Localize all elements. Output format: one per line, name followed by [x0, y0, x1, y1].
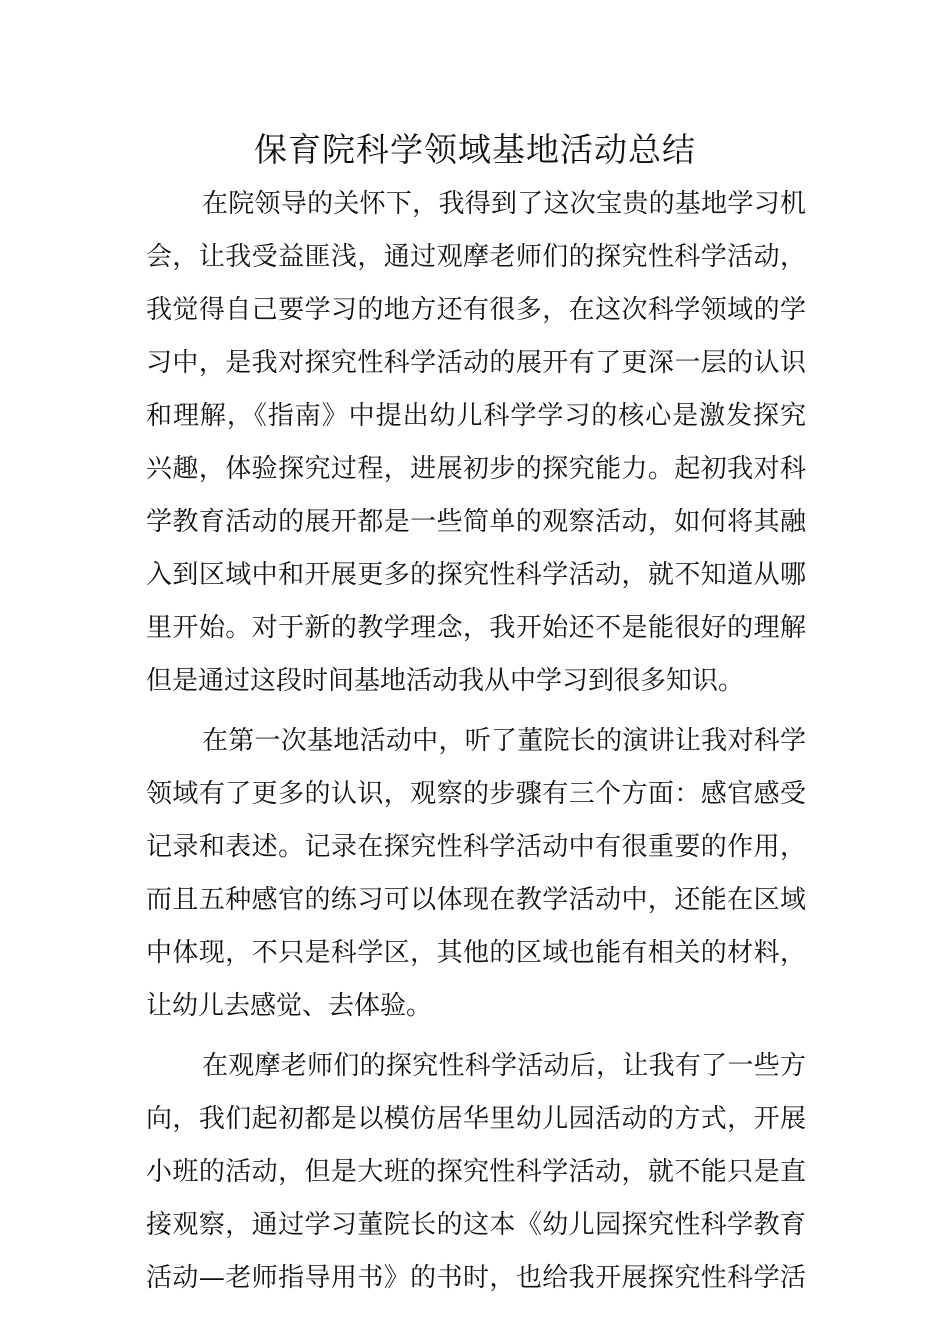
text-line: 习中，是我对探究性科学活动的展开有了更深一层的认识 [146, 348, 806, 378]
text-line: 领域有了更多的认识，观察的步骤有三个方面：感官感受 [146, 779, 806, 809]
page-title: 保育院科学领域基地活动总结 [254, 130, 696, 169]
text-line: 小班的活动，但是大班的探究性科学活动，就不能只是直 [146, 1157, 806, 1187]
paragraph-1 [146, 178, 806, 708]
text-line: 我觉得自己要学习的地方还有很多，在这次科学领域的学 [146, 295, 806, 325]
text-line: 接观察，通过学习董院长的这本《幼儿园探究性科学教育 [146, 1210, 806, 1240]
text-line: 记录和表述。记录在探究性科学活动中有很重要的作用， [146, 832, 806, 862]
paragraph-2 [146, 715, 806, 1033]
text-line: 向，我们起初都是以模仿居华里幼儿园活动的方式，开展 [146, 1104, 806, 1134]
text-line: 而且五种感官的练习可以体现在教学活动中，还能在区域 [146, 885, 806, 915]
text-line: 但是通过这段时间基地活动我从中学习到很多知识。 [146, 666, 745, 696]
text-line: 和理解，《指南》中提出幼儿科学学习的核心是激发探究 [146, 401, 806, 431]
text-line: 学教育活动的展开都是一些简单的观察活动，如何将其融 [146, 507, 806, 537]
text-line: 在观摩老师们的探究性科学活动后，让我有了一些方 [202, 1051, 806, 1081]
text-line: 里开始。对于新的教学理念，我开始还不是能很好的理解 [146, 613, 806, 643]
text-line: 中体现，不只是科学区，其他的区域也能有相关的材料， [146, 938, 806, 968]
text-line: 入到区域中和开展更多的探究性科学活动，就不知道从哪 [146, 560, 806, 590]
document-body [146, 178, 806, 1312]
text-line: 会，让我受益匪浅，通过观摩老师们的探究性科学活动， [146, 242, 806, 272]
text-line: 在院领导的关怀下，我得到了这次宝贵的基地学习机 [202, 189, 806, 219]
text-line: 让幼儿去感觉、去体验。 [146, 991, 433, 1021]
text-line: 兴趣，体验探究过程，进展初步的探究能力。起初我对科 [146, 454, 806, 484]
text-line: 活动—老师指导用书》的书时，也给我开展探究性科学活 [146, 1263, 806, 1293]
text-line: 在第一次基地活动中，听了董院长的演讲让我对科学 [202, 726, 806, 756]
paragraph-3 [146, 1040, 806, 1305]
